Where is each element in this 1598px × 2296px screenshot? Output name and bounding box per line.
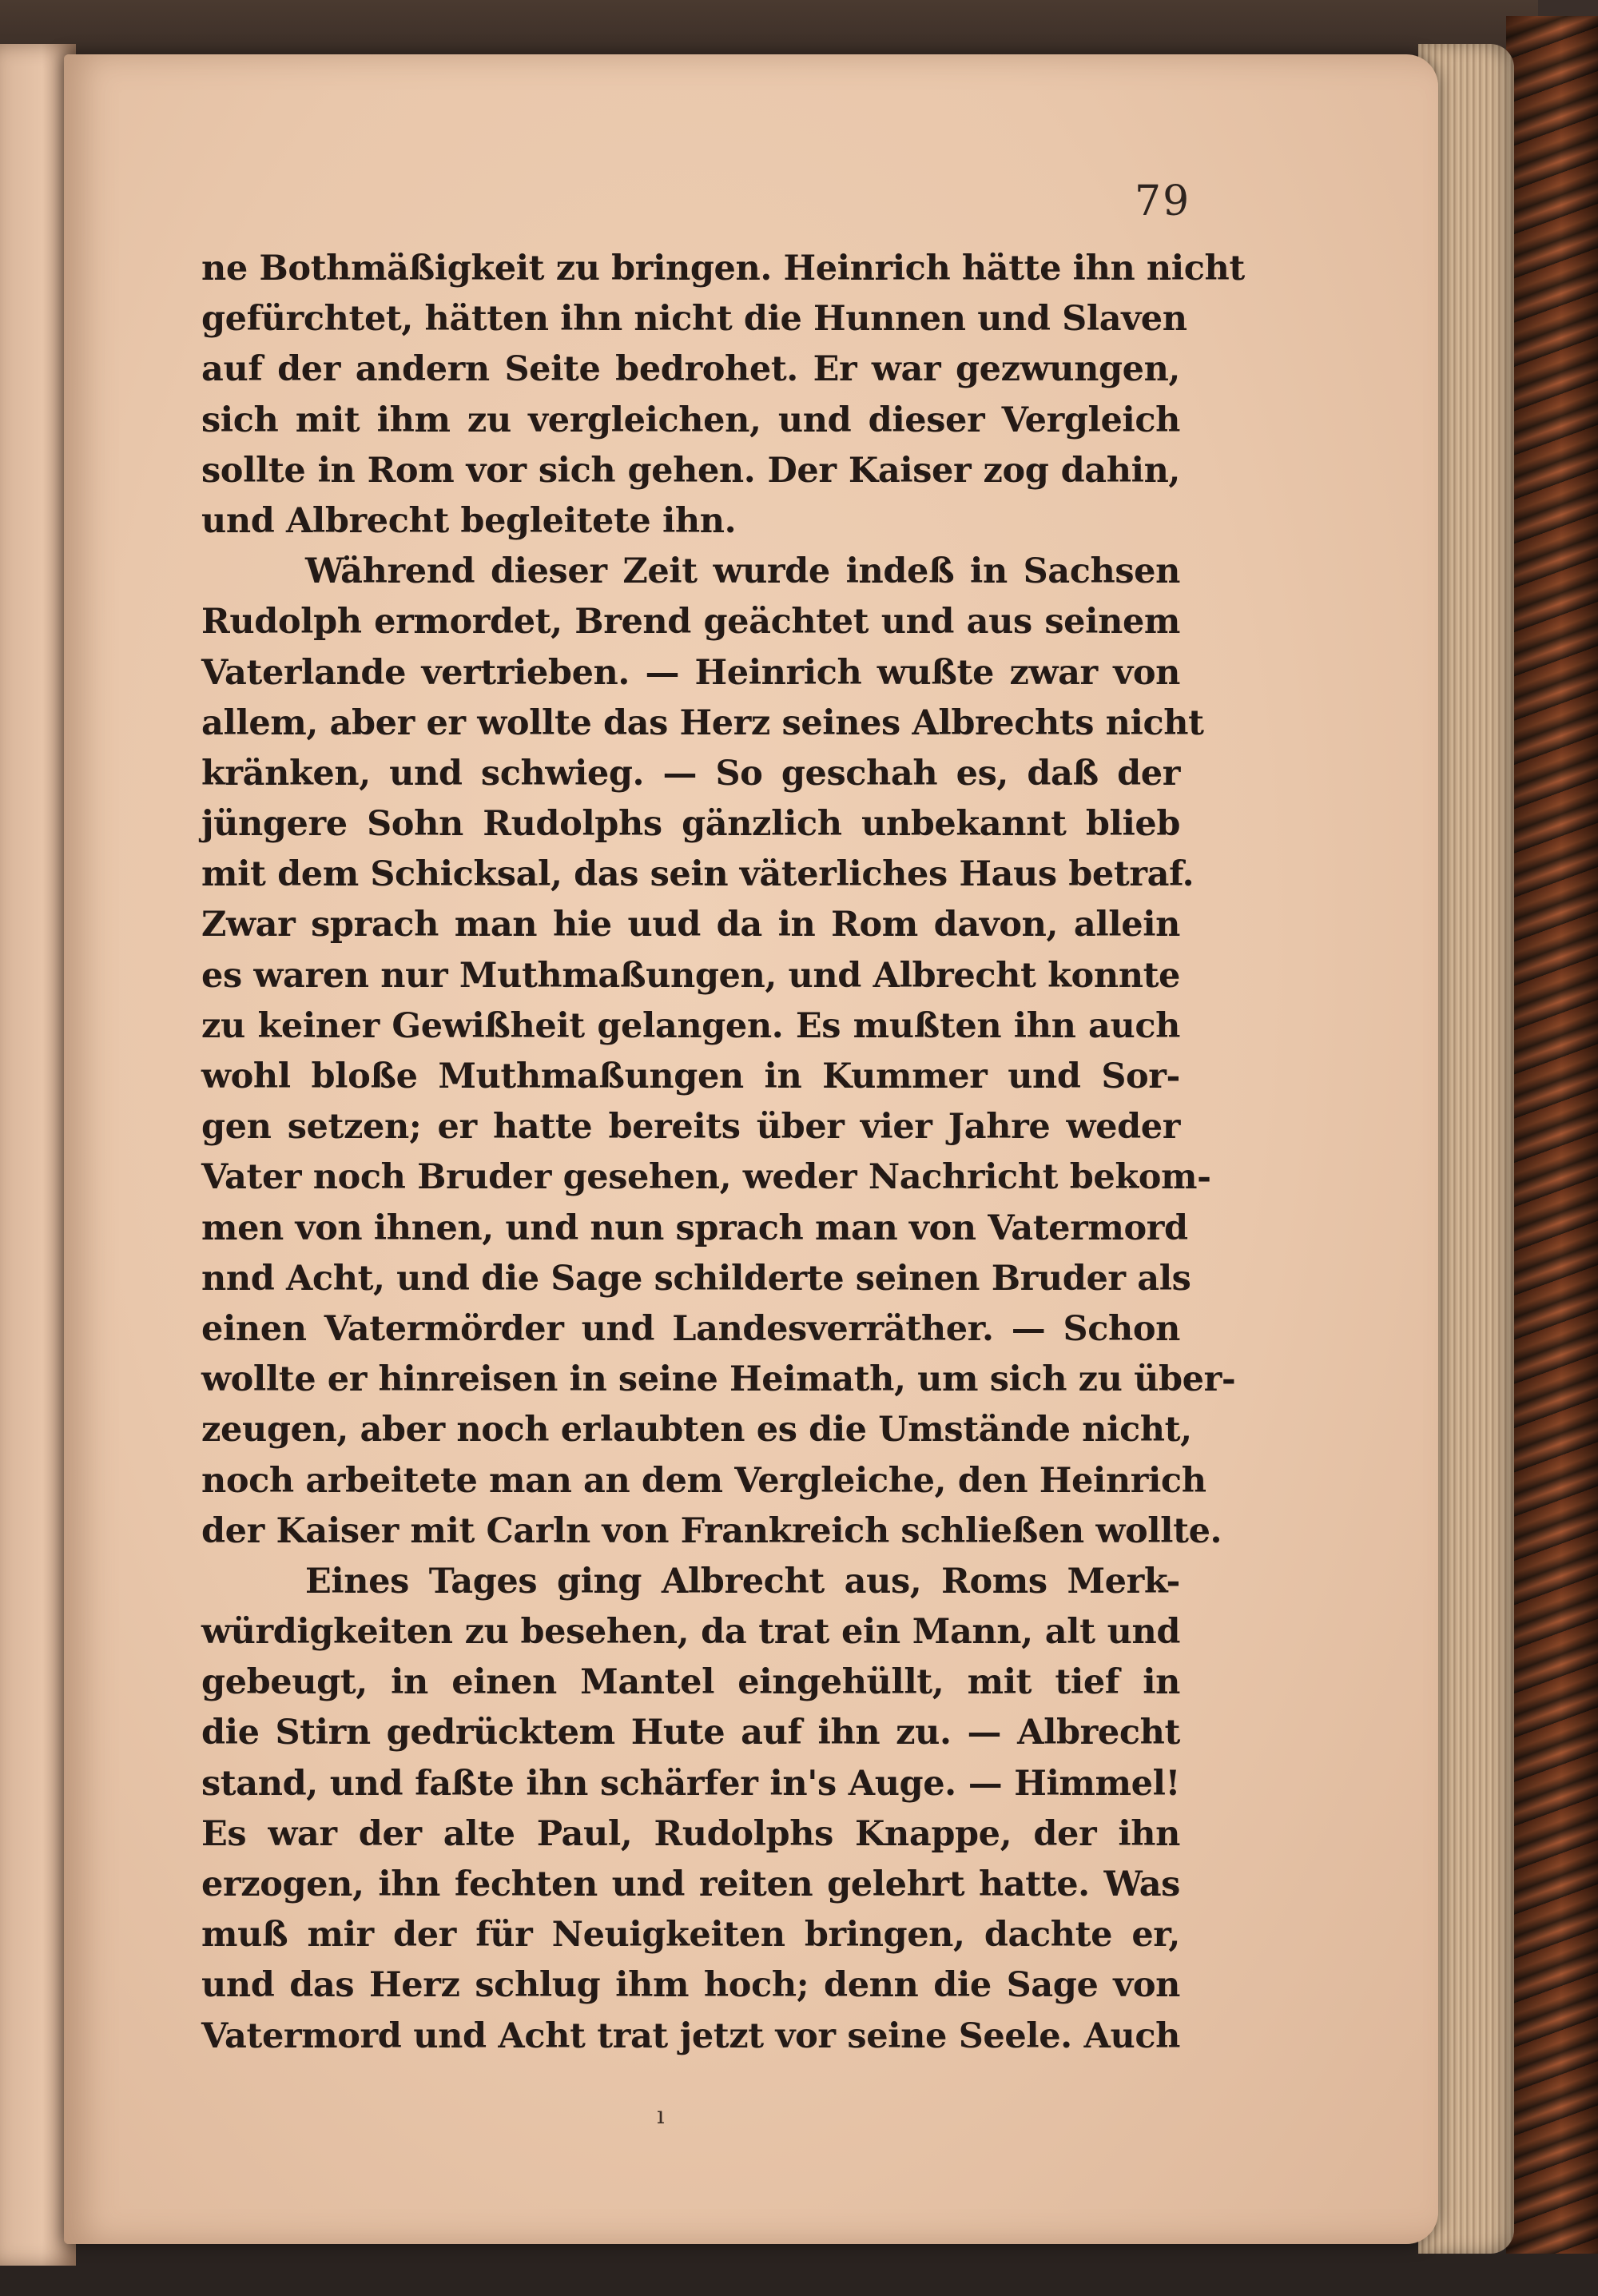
text-line: wollte er hinreisen in seine Heimath, um sich zu über-	[201, 1359, 1236, 1400]
signature-mark: ı	[657, 2102, 665, 2130]
text-line: men von ihnen, und nun sprach man von Vatermord	[201, 1208, 1188, 1248]
text-line: die Stirn gedrücktem Hute auf ihn zu. — Albrecht	[201, 1713, 1180, 1753]
text-line: kränken, und schwieg. — So geschah es, daß der	[201, 753, 1180, 794]
page-number: 79	[1135, 177, 1191, 225]
text-line: gefürchtet, hätten ihn nicht die Hunnen und Slaven	[201, 299, 1187, 340]
text-line: zu keiner Gewißheit gelangen. Es mußten ihn auch	[201, 1005, 1180, 1046]
book-cover-top	[0, 0, 1538, 56]
text-line: Eines Tages ging Albrecht aus, Roms Merk-	[305, 1561, 1180, 1602]
text-line: wohl bloße Muthmaßungen in Kummer und Sor-	[201, 1056, 1180, 1096]
cover-edge-shadow	[1506, 16, 1598, 2254]
text-line: nnd Acht, und die Sage schilderte seinen Bruder als	[201, 1258, 1191, 1299]
page-text	[201, 244, 1245, 2062]
text-line: und das Herz schlug ihm hoch; denn die Sage von	[201, 1965, 1180, 2006]
text-line: es waren nur Muthmaßungen, und Albrecht konnte	[201, 955, 1180, 996]
text-line: der Kaiser mit Carln von Frankreich schließen wollte.	[201, 1510, 1222, 1551]
text-line: gen setzen; er hatte bereits über vier Jahre weder	[201, 1107, 1180, 1148]
text-line: Zwar sprach man hie uud da in Rom davon, allein	[201, 905, 1180, 945]
text-line: gebeugt, in einen Mantel eingehüllt, mit tief in	[201, 1662, 1180, 1703]
text-line: Rudolph ermordet, Brend geächtet und aus seinem	[201, 602, 1180, 643]
text-line: noch arbeitete man an dem Vergleiche, den Heinrich	[201, 1460, 1206, 1501]
text-line: auf der andern Seite bedrohet. Er war gezwungen,	[201, 349, 1180, 390]
text-line: jüngere Sohn Rudolphs gänzlich unbekannt blieb	[201, 804, 1180, 845]
text-line: stand, und faßte ihn schärfer in's Auge. — Himmel!	[201, 1763, 1180, 1804]
text-line: Vatermord und Acht trat jetzt vor seine Seele. Auch	[201, 2015, 1180, 2056]
text-line: sollte in Rom vor sich gehen. Der Kaiser zog dahin,	[201, 450, 1180, 491]
text-line: ne Bothmäßigkeit zu bringen. Heinrich hätte ihn nicht	[201, 249, 1245, 288]
text-line: und Albrecht begleitete ihn.	[201, 500, 737, 541]
text-line: würdigkeiten zu besehen, da trat ein Mann, alt und	[201, 1612, 1180, 1653]
text-line: allem, aber er wollte das Herz seines Albrechts nicht	[201, 702, 1204, 743]
text-line: Vaterlande vertrieben. — Heinrich wußte zwar von	[201, 652, 1180, 693]
text-line: zeugen, aber noch erlaubten es die Umstände nicht,	[201, 1410, 1192, 1450]
text-line: Während dieser Zeit wurde indeß in Sachsen	[305, 551, 1180, 592]
text-line: einen Vatermörder und Landesverräther. — Schon	[201, 1308, 1180, 1349]
text-line: muß mir der für Neuigkeiten bringen, dachte er,	[201, 1915, 1180, 1956]
text-line: Vater noch Bruder gesehen, weder Nachricht bekom-	[201, 1157, 1211, 1198]
text-line: erzogen, ihn fechten und reiten gelehrt hatte. Was	[201, 1864, 1180, 1904]
text-line: Es war der alte Paul, Rudolphs Knappe, der ihn	[201, 1813, 1180, 1854]
text-line: sich mit ihm zu vergleichen, und dieser Vergleich	[201, 400, 1180, 440]
text-line: mit dem Schicksal, das sein väterliches Haus betraf.	[201, 854, 1195, 895]
